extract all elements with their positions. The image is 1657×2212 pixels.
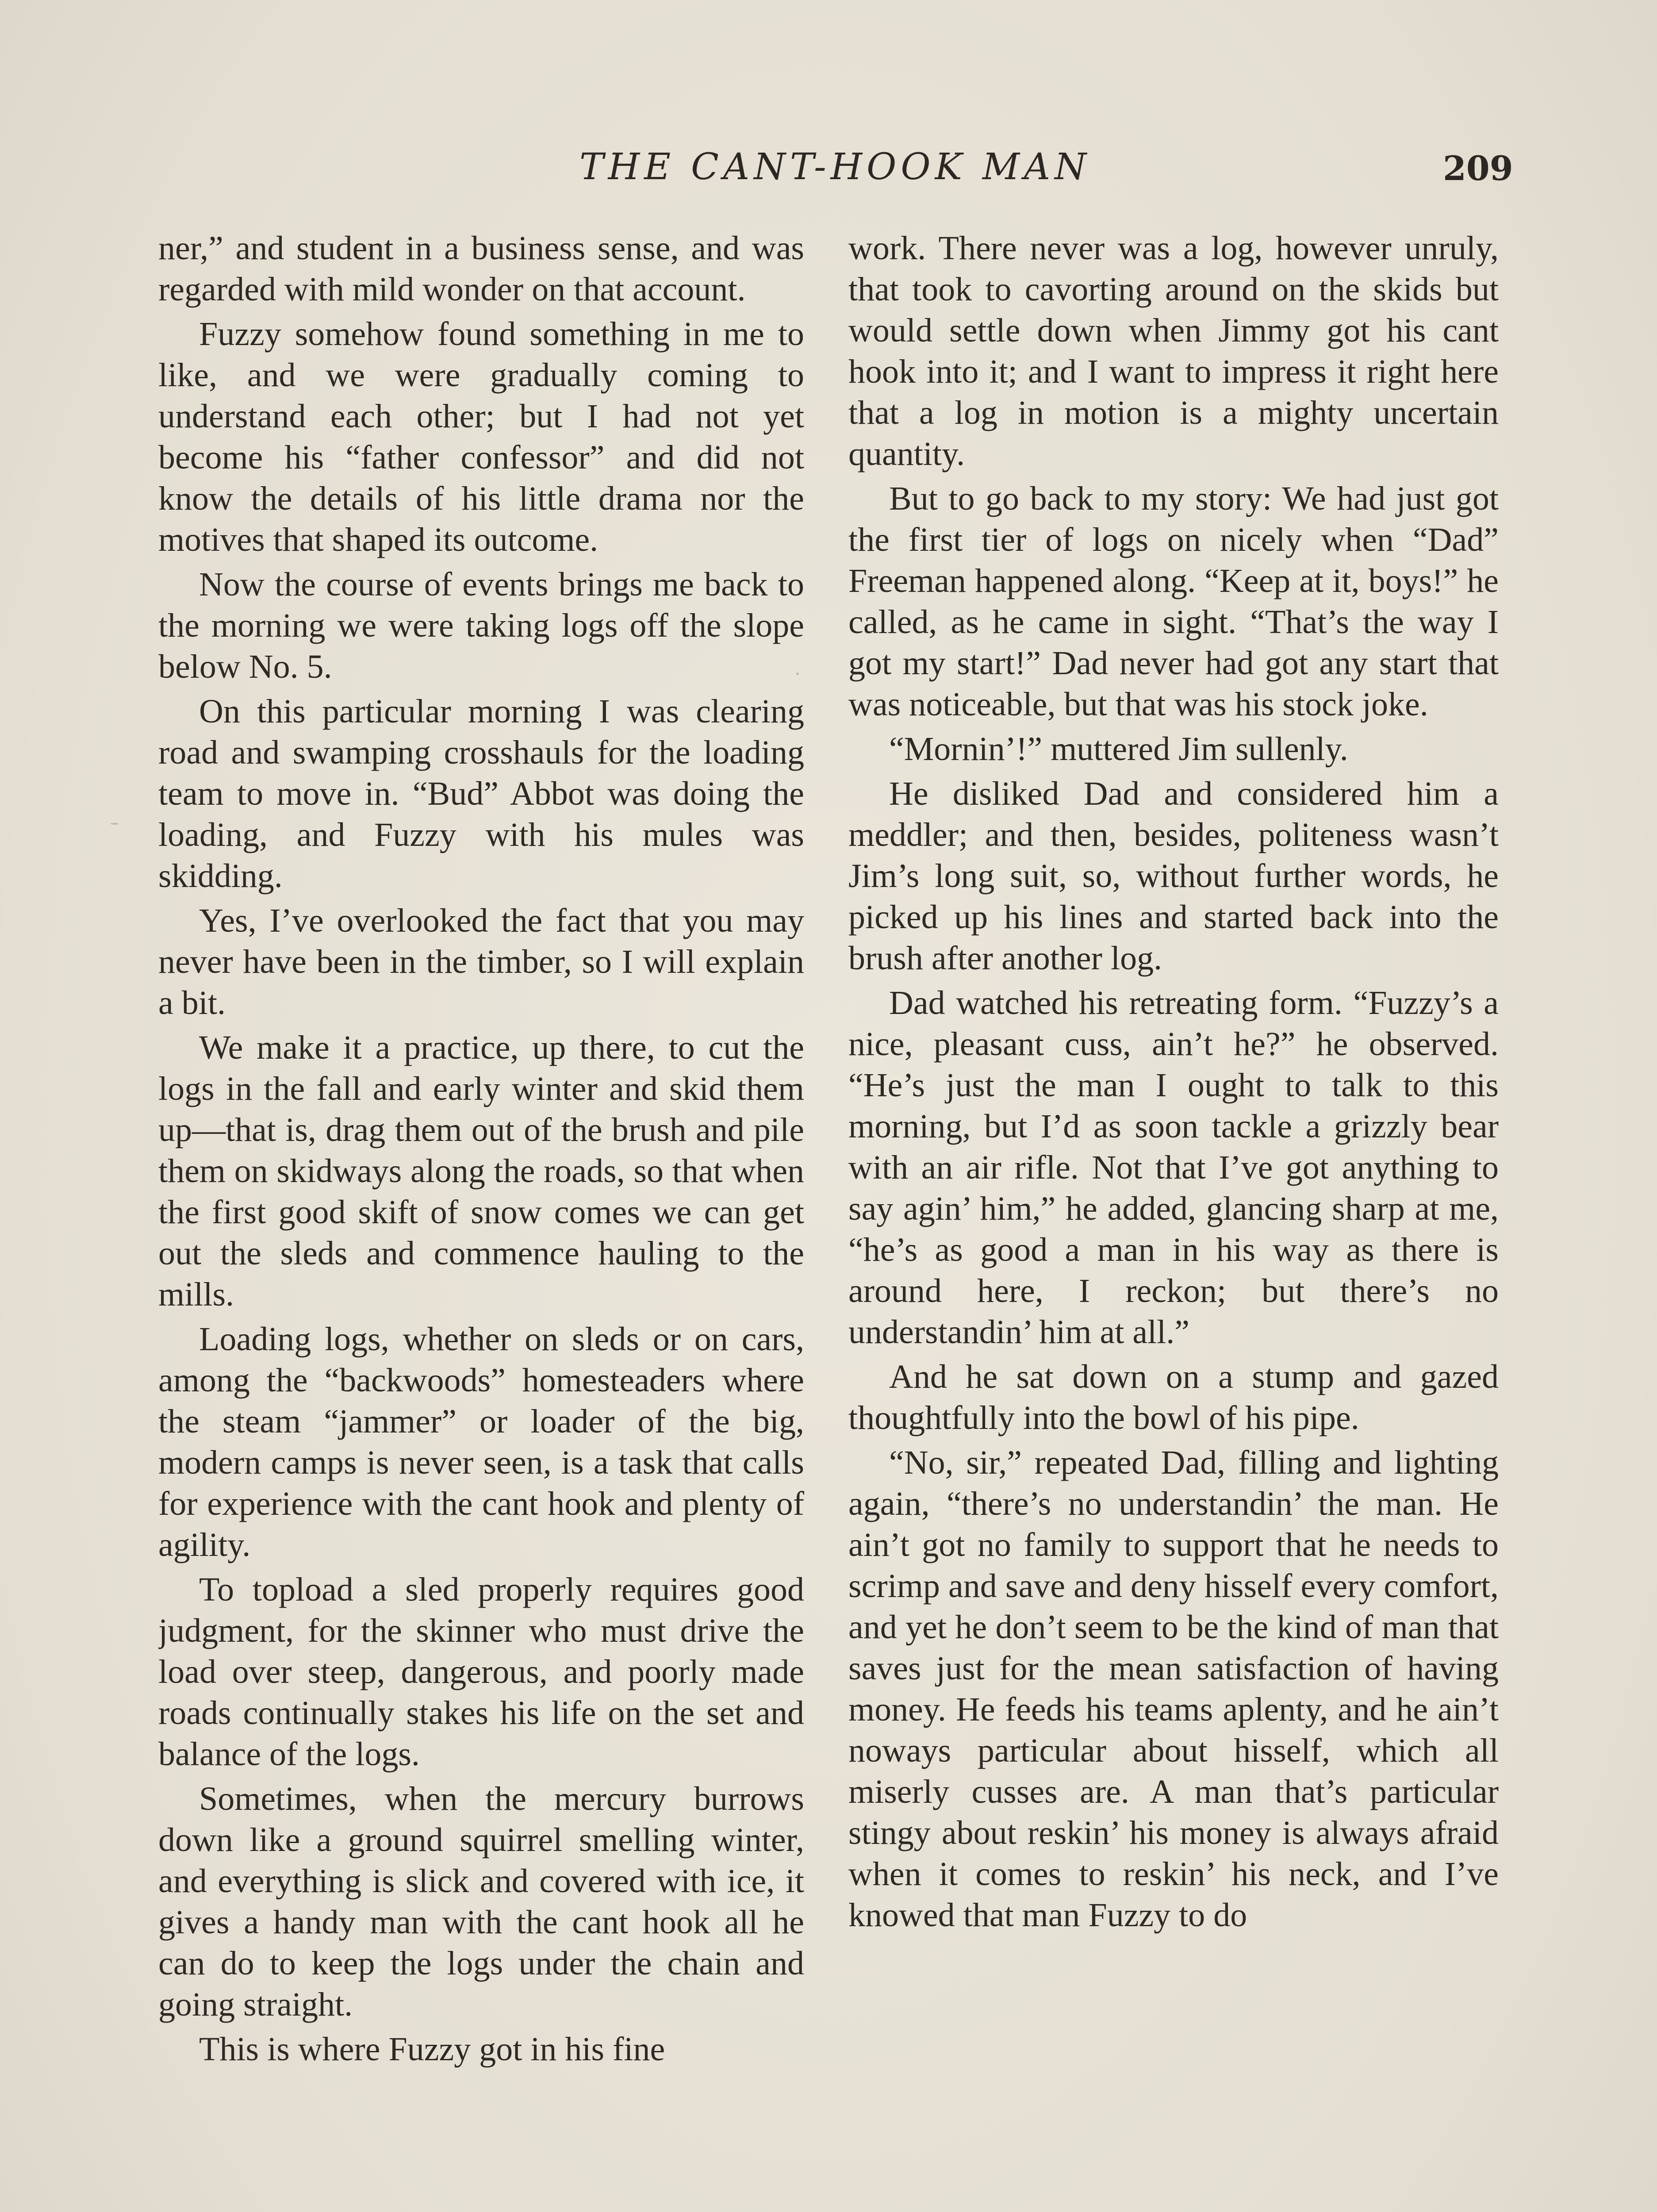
paragraph: And he sat down on a stump and gazed thoughtfully into the bowl of his pipe. bbox=[848, 1358, 1499, 1436]
right-column bbox=[848, 228, 1499, 1939]
left-column bbox=[158, 228, 804, 2074]
paragraph: He disliked Dad and considered him a meddler; and then, besides, politeness wasn’t Jim’s long suit, so, without further words, he picked up his lines and started back into the brush after another log. bbox=[848, 775, 1499, 977]
paragraph: Dad watched his retreating form. “Fuzzy’s a nice, pleasant cuss, ain’t he?” he observed. “He’s just the man I ought to talk to this morning, but I’d as soon tackle a grizzly bear with an air rifle. Not that I’ve got anything to say agin’ him,” he added, glancing sharp at me, “he’s as good a man in his way as there is around here, I reckon; but there’s no understandin’ him at all.” bbox=[848, 984, 1499, 1351]
paragraph: ner,” and student in a business sense, and was regarded with mild wonder on that account. bbox=[158, 230, 804, 308]
paragraph: To topload a sled properly requires good judgment, for the skinner who must drive the load over steep, dangerous, and poorly made roads continually stakes his life on the set and balance of the logs. bbox=[158, 1571, 804, 1773]
paragraph: On this particular morning I was clearing road and swamping crosshauls for the loading team to move in. “Bud” Abbot was doing the loading, and Fuzzy with his mules was skidding. bbox=[158, 693, 804, 895]
paragraph: We make it a practice, up there, to cut the logs in the fall and early winter and skid them up—that is, drag them out of the brush and pile them on skidways along the roads, so that when the first good skift of snow comes we can get out the sleds and commence hauling to the mills. bbox=[158, 1029, 804, 1313]
paragraph: “No, sir,” repeated Dad, filling and lighting again, “there’s no understandin’ the man. He ain’t got no family to support that he needs to scrimp and save and deny hisself every comfort, and yet he don’t seem to be the kind of man that saves just for the mean satisfaction of having money. He feeds his teams aplenty, and he ain’t noways particular about hisself, which all miserly cusses are. A man that’s particular stingy about reskin’ his money is always afraid when it comes to reskin’ his neck, and I’ve knowed that man Fuzzy to do bbox=[848, 1444, 1499, 1934]
paragraph: Now the course of events brings me back to the morning we were taking logs off the slope below No. 5. bbox=[158, 566, 804, 685]
paragraph: “Mornin’!” muttered Jim sullenly. bbox=[889, 730, 1348, 768]
paragraph: Sometimes, when the mercury burrows down like a ground squirrel smelling winter, and everything is slick and covered with ice, it gives a handy man with the cant hook all he can do to keep the logs under the chain and going straight. bbox=[158, 1780, 804, 2023]
paragraph: work. There never was a log, however unruly, that took to cavorting around on the skids but would settle down when Jimmy got his cant hook into it; and I want to impress it right here that a log in motion is a mighty uncertain quantity. bbox=[848, 230, 1499, 472]
paragraph: Fuzzy somehow found something in me to like, and we were gradually coming to understand each other; but I had not yet become his “father confessor” and did not know the details of his little drama nor the motives that shaped its outcome. bbox=[158, 315, 804, 558]
paragraph: But to go back to my story: We had just got the first tier of logs on nicely when “Dad” Freeman happened along. “Keep at it, boys!” he called, as he came in sight. “That’s the way I got my start!” Dad never had got any start that was noticeable, but that was his stock joke. bbox=[848, 480, 1499, 723]
running-title: THE CANT-HOOK MAN bbox=[579, 146, 1091, 188]
paper-speck bbox=[111, 823, 119, 825]
paragraph: This is where Fuzzy got in his fine bbox=[199, 2031, 665, 2068]
paragraph: Yes, I’ve overlooked the fact that you may never have been in the timber, so I will explain a bit. bbox=[158, 902, 804, 1022]
paragraph: Loading logs, whether on sleds or on cars, among the “backwoods” homesteaders where the steam “jammer” or loader of the big, modern camps is never seen, is a task that calls for experience with the cant hook and plenty of agility. bbox=[158, 1321, 804, 1563]
paper-speck bbox=[796, 672, 799, 675]
page-number: 209 bbox=[1443, 149, 1513, 188]
